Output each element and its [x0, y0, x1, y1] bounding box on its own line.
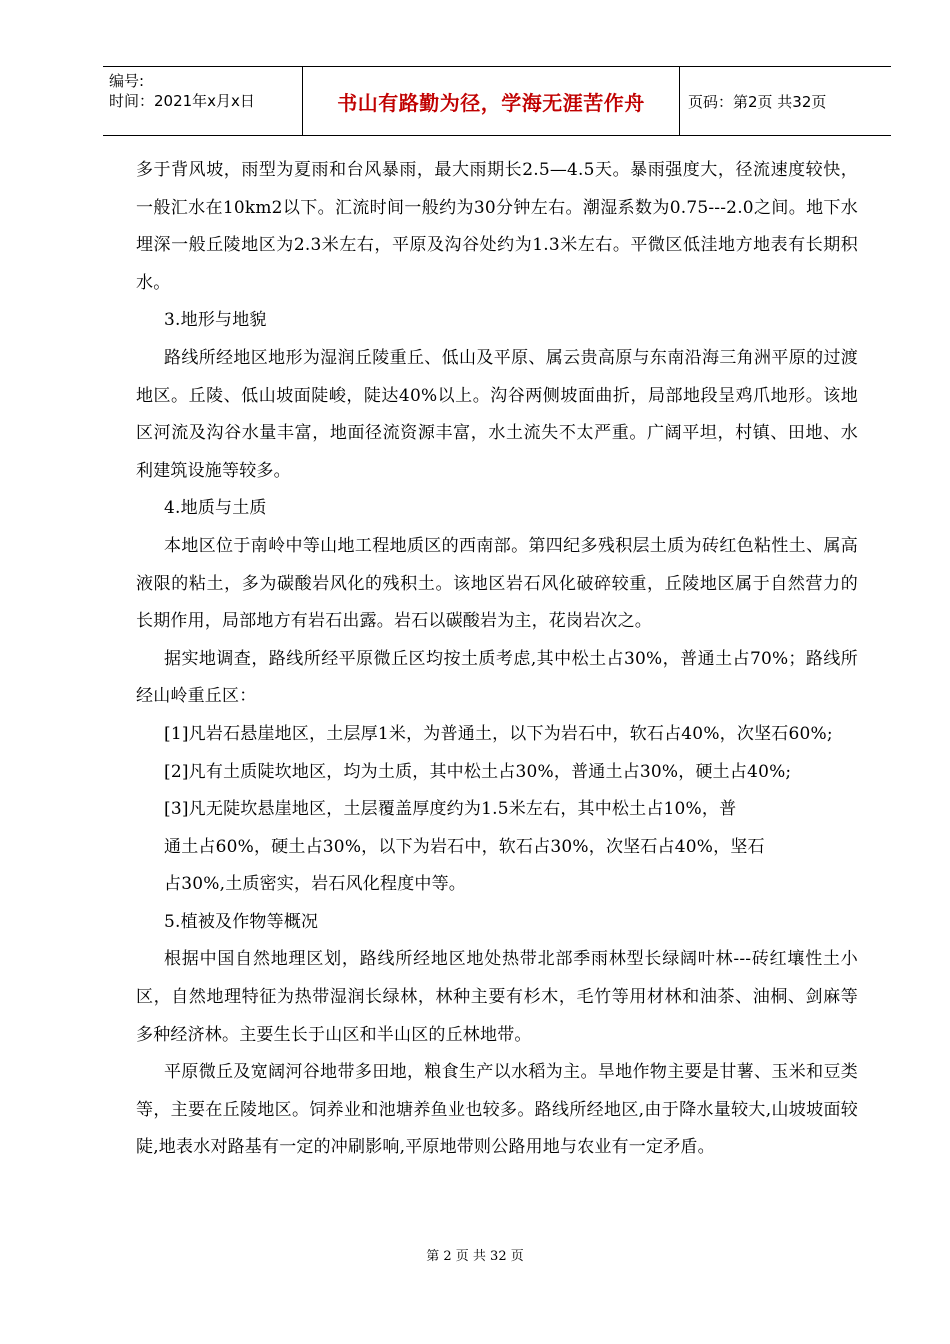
paragraph-vegetation: 根据中国自然地理区划，路线所经地区地处热带北部季雨林型长绿阔叶林---砖红壤性土小区，自然地理特征为热带湿润长绿林，林种主要有杉木，毛竹等用材林和油茶、油桐、剑麻等多种经济林。主要生长于山区和半山区的丘林地带。	[136, 949, 858, 1045]
paragraph-survey: 据实地调查，路线所经平原微丘区均按土质考虑,其中松土占30%，普通土占70%；路线所经山岭重丘区：	[136, 648, 858, 707]
list-item-3-line-2: 通土占60%，硬土占30%，以下为岩石中，软石占30%，次坚石占40%，坚石	[164, 836, 765, 857]
heading-geology: 4.地质与土质	[164, 498, 267, 519]
heading-terrain: 3.地形与地貌	[164, 310, 267, 331]
heading-vegetation: 5.植被及作物等概况	[164, 911, 319, 932]
paragraph-agriculture: 平原微丘及宽阔河谷地带多田地，粮食生产以水稻为主。旱地作物主要是甘薯、玉米和豆类等，主要在丘陵地区。饲养业和池塘养鱼业也较多。路线所经地区,由于降水量较大,山坡坡面较陡,地表水对路基有一定的冲刷影响,平原地带则公路用地与农业有一定矛盾。	[136, 1062, 858, 1158]
list-item-2: [2]凡有土质陡坎地区，均为土质，其中松土占30%，普通土占30%，硬土占40%;	[164, 761, 792, 782]
paragraph-terrain: 路线所经地区地形为湿润丘陵重丘、低山及平原、属云贵高原与东南沿海三角洲平原的过渡地区。丘陵、低山坡面陡峻，陡达40%以上。沟谷两侧坡面曲折，局部地段呈鸡爪地形。该地区河流及沟谷水量丰富，地面径流资源丰富，水土流失不太严重。广阔平坦，村镇、田地、水利建筑设施等较多。	[136, 347, 858, 481]
page-header	[103, 66, 891, 136]
header-motto: 书山有路勤为径，学海无涯苦作舟	[303, 67, 680, 135]
time-label: 时间：2021年x月x日	[109, 92, 255, 110]
header-meta	[103, 67, 303, 135]
serial-label: 编号:	[109, 72, 145, 90]
document-body	[136, 152, 858, 1167]
page-footer: 第 2 页 共 32 页	[426, 1249, 524, 1264]
list-item-1: [1]凡岩石悬崖地区，土层厚1米，为普通土，以下为岩石中，软石占40%，次坚石60%;	[164, 723, 833, 744]
header-page-info: 页码：第2页 共32页	[688, 92, 827, 111]
paragraph-rain: 多于背风坡，雨型为夏雨和台风暴雨，最大雨期长2.5—4.5天。暴雨强度大，径流速度较快，一般汇水在10km2以下。汇流时间一般约为30分钟左右。潮湿系数为0.75---2.0之间。地下水埋深一般丘陵地区为2.3米左右，平原及沟谷处约为1.3米左右。平微区低洼地方地表有长期积水。	[136, 160, 858, 293]
paragraph-geology: 本地区位于南岭中等山地工程地质区的西南部。第四纪多残积层土质为砖红色粘性土、属高液限的粘土，多为碳酸岩风化的残积土。该地区岩石风化破碎较重，丘陵地区属于自然营力的长期作用，局部地方有岩石出露。岩石以碳酸岩为主，花岗岩次之。	[136, 535, 858, 632]
list-item-3-line-3: 占30%,土质密实，岩石风化程度中等。	[164, 874, 466, 895]
list-item-3-line-1: [3]凡无陡坎悬崖地区，土层覆盖厚度约为1.5米左右，其中松土占10%，普	[164, 799, 737, 820]
